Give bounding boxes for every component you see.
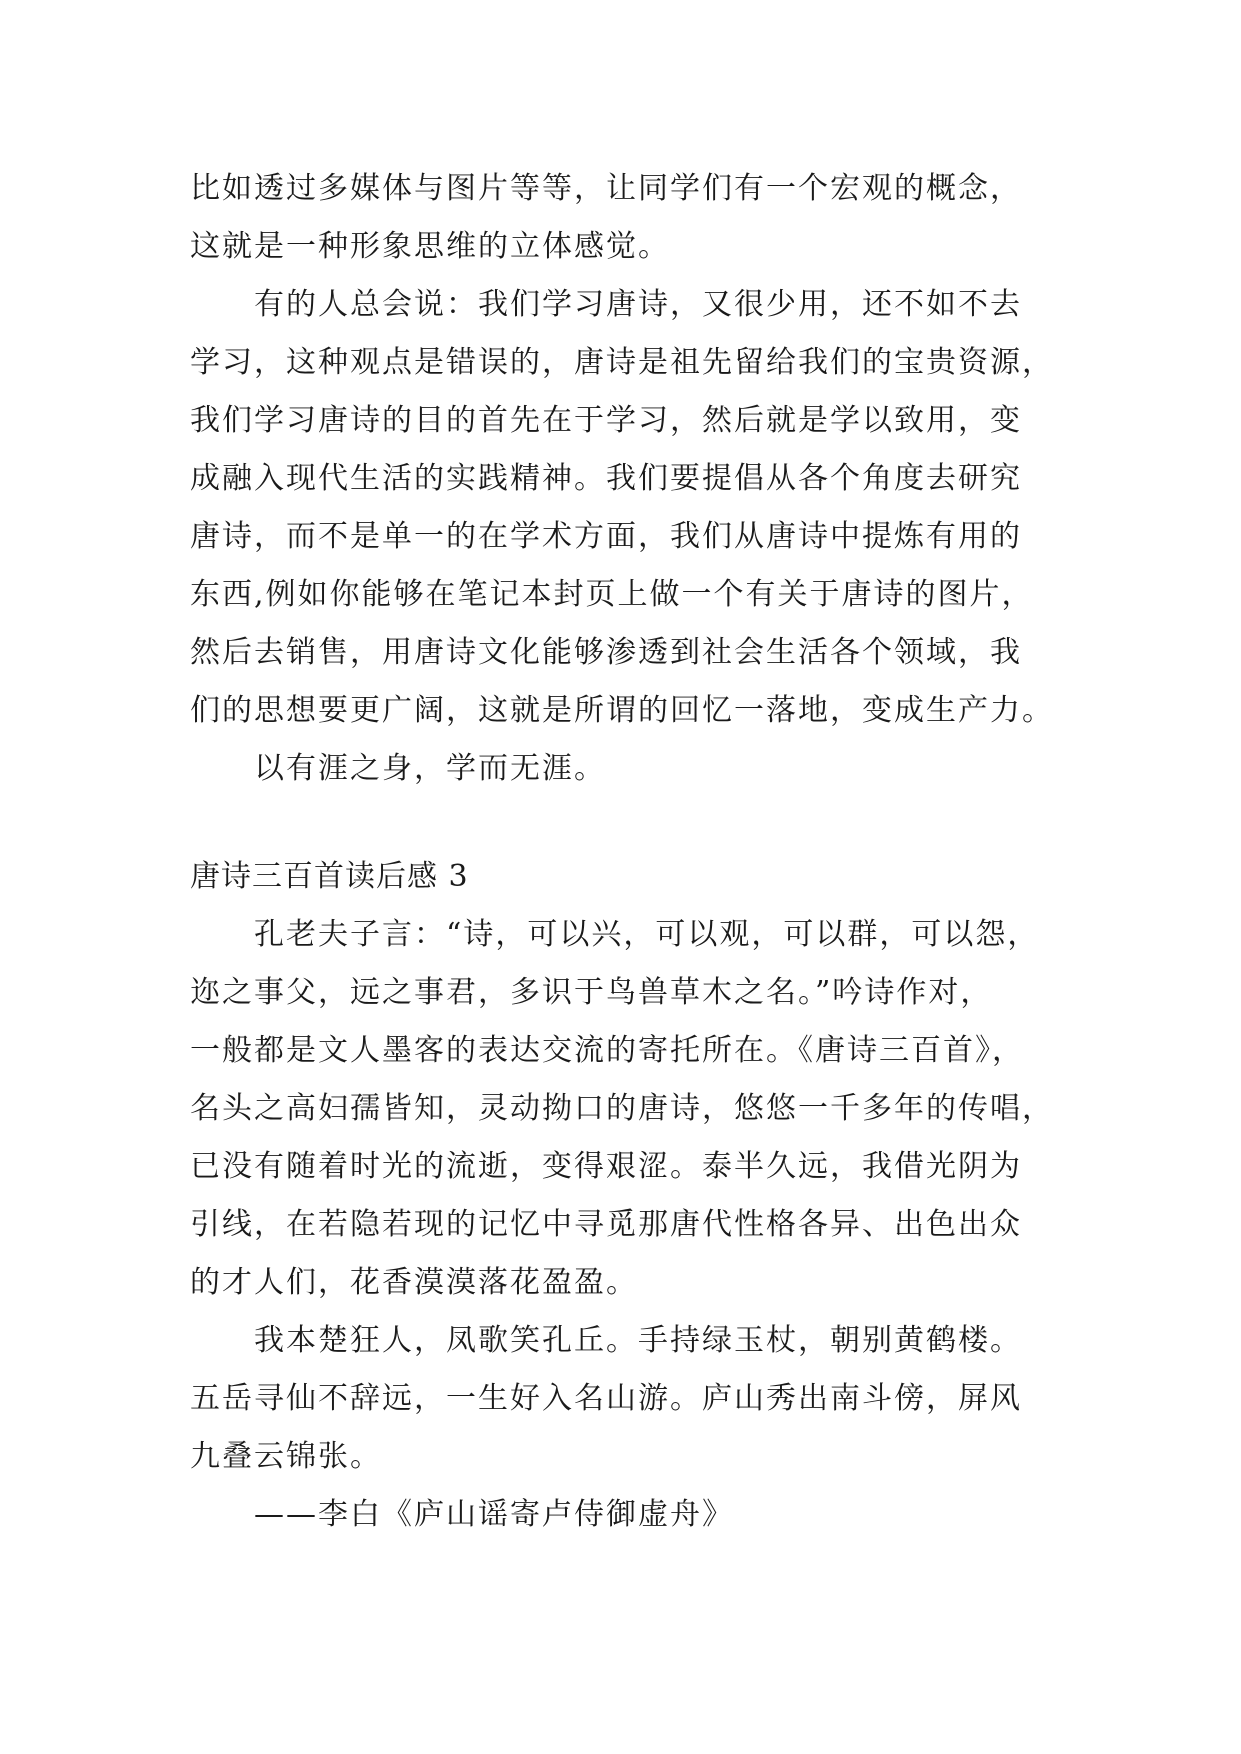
paragraph-line: 们的思想要更广阔，这就是所谓的回忆一落地，变成生产力。 xyxy=(190,693,1054,728)
poem-attribution: ——李白《庐山谣寄卢侍御虚舟》 xyxy=(254,1497,734,1532)
paragraph-line: 一般都是文人墨客的表达交流的寄托所在。《唐诗三百首》， xyxy=(190,1033,1024,1068)
paragraph-5 xyxy=(190,1312,1070,1486)
paragraph-line: 我本楚狂人，凤歌笑孔丘。手持绿玉杖，朝别黄鹤楼。 xyxy=(254,1323,1022,1358)
section-title: 唐诗三百首读后感 3 xyxy=(190,859,469,894)
paragraph-line: 我们学习唐诗的目的首先在于学习，然后就是学以致用，变 xyxy=(190,403,1022,438)
paragraph-line: 这就是一种形象思维的立体感觉。 xyxy=(190,229,670,264)
section-gap xyxy=(190,798,1070,848)
document-page xyxy=(190,160,1070,1544)
paragraph-line: 的才人们，花香漠漠落花盈盈。 xyxy=(190,1265,638,1300)
paragraph-line: 比如透过多媒体与图片等等，让同学们有一个宏观的概念， xyxy=(190,171,1022,206)
paragraph-line: 学习，这种观点是错误的，唐诗是祖先留给我们的宝贵资源， xyxy=(190,345,1054,380)
paragraph-line: 以有涯之身，学而无涯。 xyxy=(254,751,606,786)
paragraph-line: 五岳寻仙不辞远，一生好入名山游。庐山秀出南斗傍，屏风 xyxy=(190,1381,1022,1416)
paragraph-line: 迩之事父，远之事君，多识于鸟兽草木之名。”吟诗作对， xyxy=(190,975,993,1010)
paragraph-line: 九叠云锦张。 xyxy=(190,1439,382,1474)
paragraph-line: 孔老夫子言：“诗，可以兴，可以观，可以群，可以怨， xyxy=(254,917,1040,952)
paragraph-line: 成融入现代生活的实践精神。我们要提倡从各个角度去研究 xyxy=(190,461,1022,496)
paragraph-line: 引线，在若隐若现的记忆中寻觅那唐代性格各异、出色出众 xyxy=(190,1207,1022,1242)
paragraph-line: 有的人总会说：我们学习唐诗，又很少用，还不如不去 xyxy=(254,287,1022,322)
paragraph-line: 名头之高妇孺皆知，灵动拗口的唐诗，悠悠一千多年的传唱， xyxy=(190,1091,1054,1126)
paragraph-line: 唐诗，而不是单一的在学术方面，我们从唐诗中提炼有用的 xyxy=(190,519,1022,554)
paragraph-3 xyxy=(190,740,1070,798)
paragraph-1 xyxy=(190,160,1070,276)
paragraph-4 xyxy=(190,906,1070,1312)
paragraph-line: 已没有随着时光的流逝，变得艰涩。泰半久远，我借光阴为 xyxy=(190,1149,1022,1184)
paragraph-line: 东西,例如你能够在笔记本封页上做一个有关于唐诗的图片， xyxy=(190,577,1034,612)
paragraph-line: 然后去销售，用唐诗文化能够渗透到社会生活各个领域，我 xyxy=(190,635,1022,670)
paragraph-2 xyxy=(190,276,1070,740)
